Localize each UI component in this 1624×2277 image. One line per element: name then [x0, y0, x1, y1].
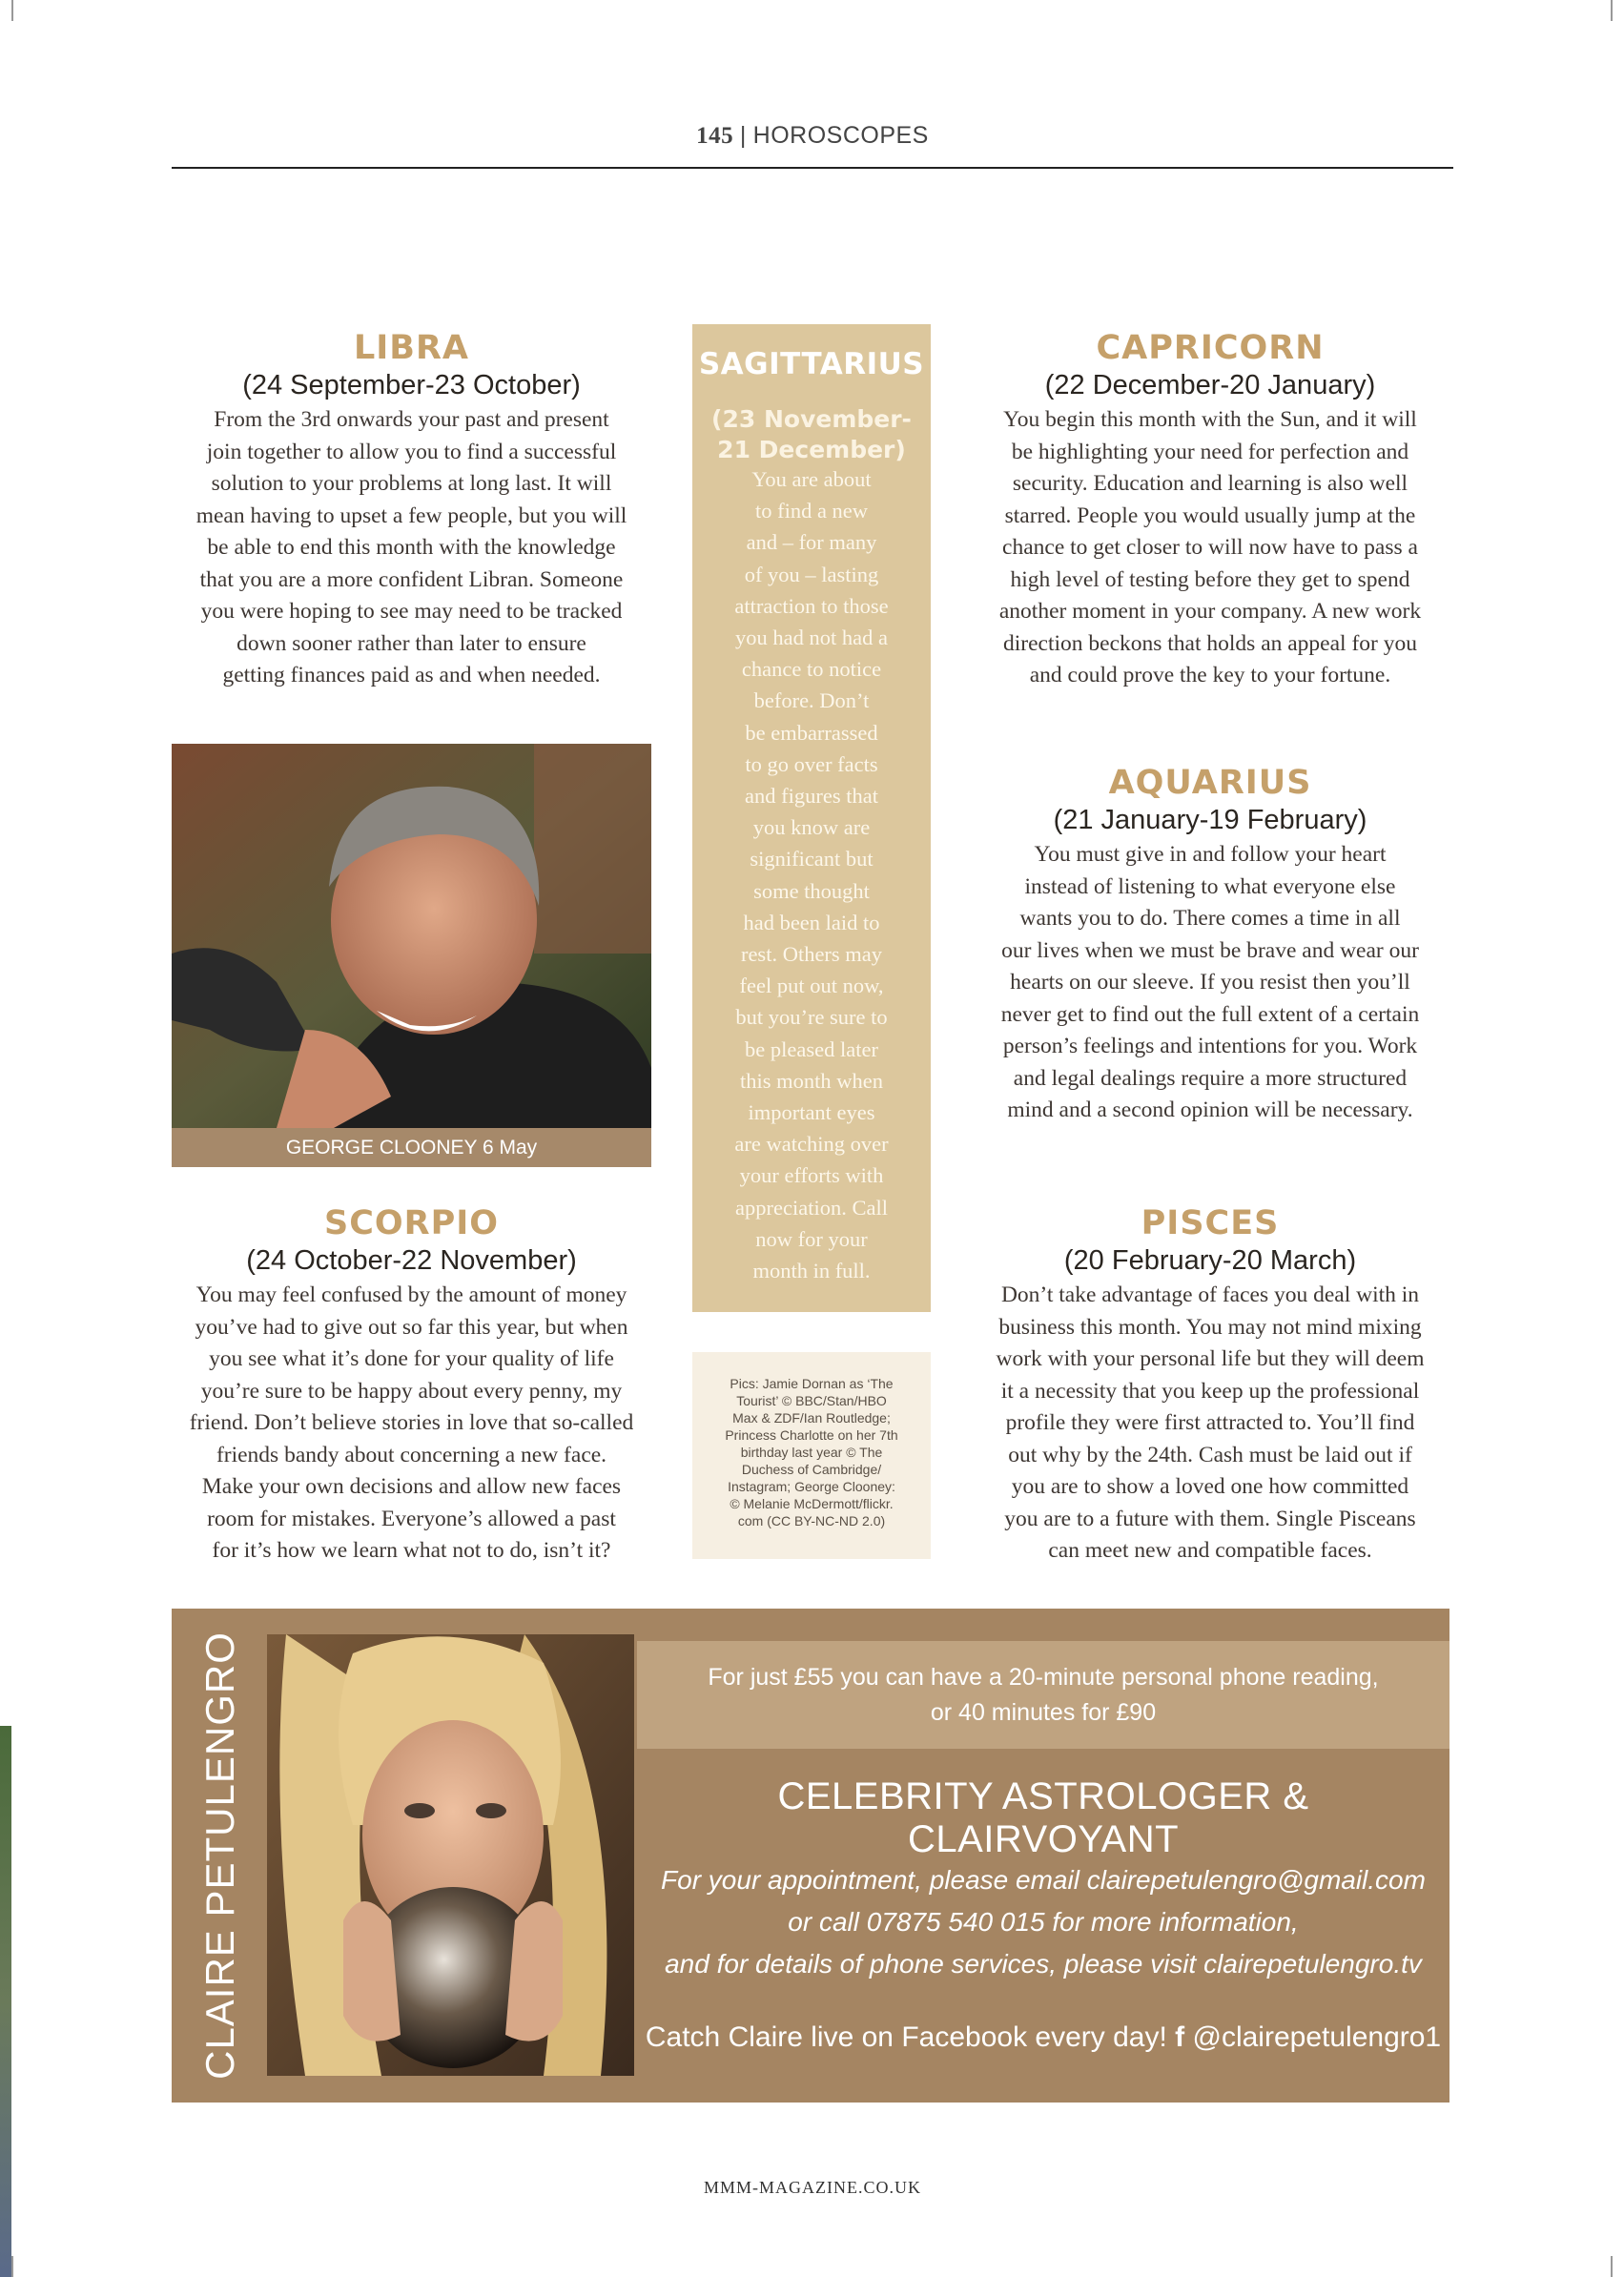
- text-line: this month when: [740, 1068, 883, 1093]
- facebook-handle[interactable]: @clairepetulengro1: [1192, 2021, 1442, 2053]
- facebook-icon[interactable]: f: [1175, 2021, 1185, 2053]
- contact-email-line[interactable]: For your appointment, please email clairepetulengro@gmail.com: [661, 1865, 1426, 1895]
- text-line: you are to a future with them. Single Pisceans: [1004, 1506, 1416, 1531]
- text-line: it a necessity that you keep up the professional: [1000, 1378, 1420, 1404]
- text-line: to find a new: [754, 499, 869, 523]
- text-line: rest. Others may: [740, 942, 883, 967]
- capricorn-text: [967, 404, 1453, 692]
- advert-title: CELEBRITY ASTROLOGER & CLAIRVOYANT: [777, 1775, 1309, 1860]
- claire-petulengro-photo: [267, 1634, 634, 2076]
- advert-facebook: [637, 2021, 1449, 2054]
- text-line: never get to find out the full extent of a certain: [1000, 1001, 1420, 1027]
- credit-line: Duchess of Cambridge/: [741, 1462, 882, 1477]
- credit-line: birthday last year © The: [740, 1445, 883, 1460]
- crop-mark-bottom-right: [1611, 2256, 1613, 2277]
- text-line: starred. People you would usually jump at the: [1004, 503, 1416, 528]
- sagittarius-box: [692, 324, 931, 1312]
- text-line: and could prove the key to your fortune.: [1029, 663, 1391, 687]
- credit-line: Princess Charlotte on her 7th: [725, 1427, 898, 1443]
- adjacent-page-edge: [0, 1726, 11, 2277]
- text-line: direction beckons that holds an appeal for you: [1003, 630, 1417, 656]
- text-line: you see what it’s done for your quality of life: [209, 1346, 614, 1371]
- text-line: can meet new and compatible faces.: [1048, 1538, 1372, 1563]
- photo-caption: GEORGE CLOONEY 6 May: [172, 1128, 651, 1167]
- text-line: you were hoping to see may need to be tracked: [200, 599, 623, 624]
- credit-line: Instagram; George Clooney:: [728, 1479, 895, 1494]
- aquarius-title: AQUARIUS: [1108, 764, 1312, 802]
- libra-text: [172, 404, 651, 692]
- offer-line: or 40 minutes for £90: [930, 1699, 1157, 1726]
- text-line: are watching over: [734, 1132, 889, 1157]
- text-line: you are to show a loved one how committed: [1011, 1474, 1409, 1499]
- section-title: HOROSCOPES: [752, 122, 929, 149]
- text-line: work with your personal life but they will deem: [996, 1346, 1425, 1371]
- text-line: appreciation. Call: [735, 1195, 888, 1220]
- text-line: friends bandy about concerning a new face.: [216, 1442, 607, 1467]
- credit-line: com (CC BY-NC-ND 2.0): [737, 1513, 886, 1528]
- libra-dates: (24 September-23 October): [242, 370, 581, 400]
- text-line: friend. Don’t believe stories in love that so-called: [189, 1410, 634, 1435]
- advert-offer-band: [637, 1641, 1449, 1749]
- vertical-name-text: CLAIRE PETULENGRO: [197, 1631, 242, 2080]
- credit-line: Pics: Jamie Dornan as ‘The: [730, 1376, 894, 1391]
- crop-mark-top-left: [11, 0, 13, 21]
- text-line: feel put out now,: [739, 974, 884, 998]
- text-line: another moment in your company. A new work: [998, 599, 1422, 624]
- crop-mark-top-right: [1611, 0, 1613, 21]
- text-line: out why by the 24th. Cash must be laid out if: [1008, 1442, 1412, 1467]
- text-line: you had not had a: [735, 626, 888, 650]
- text-line: instead of listening to what everyone else: [1024, 873, 1396, 899]
- aquarius-dates: (21 January-19 February): [1053, 805, 1367, 835]
- text-line: mind and a second opinion will be necessary.: [1007, 1097, 1413, 1122]
- scorpio-dates: (24 October-22 November): [246, 1245, 577, 1276]
- header-separator: |: [739, 122, 747, 149]
- text-line: be embarrassed: [745, 720, 878, 745]
- text-line: solution to your problems at long last. It will: [211, 471, 612, 496]
- aquarius-text: [967, 839, 1453, 1127]
- text-line: From the 3rd onwards your past and present: [214, 407, 609, 432]
- credit-line: Tourist’ © BBC/Stan/HBO: [736, 1393, 887, 1408]
- text-line: be pleased later: [745, 1036, 878, 1061]
- text-line: important eyes: [748, 1100, 875, 1125]
- advert-contact: [637, 1859, 1449, 1985]
- capricorn-dates: (22 December-20 January): [1044, 370, 1376, 400]
- text-line: had been laid to: [743, 910, 880, 934]
- offer-line: For just £55 you can have a 20-minute personal phone reading,: [708, 1664, 1379, 1691]
- text-line: security. Education and learning is also well: [1012, 471, 1408, 496]
- text-line: to go over facts: [745, 751, 878, 776]
- text-line: high level of testing before they get to spend: [1010, 566, 1410, 592]
- contact-phone-line[interactable]: or call 07875 540 015 for more information,: [788, 1907, 1299, 1937]
- text-line: business this month. You may not mind mixing: [998, 1314, 1422, 1340]
- facebook-text: Catch Claire live on Facebook every day!: [645, 2021, 1167, 2053]
- photo-credits: [692, 1352, 931, 1559]
- pisces-block: [967, 1203, 1453, 1568]
- text-line: our lives when we must be brave and wear our: [1001, 937, 1419, 963]
- text-line: significant but: [750, 847, 874, 872]
- george-clooney-photo: [172, 744, 651, 1128]
- pisces-text: [967, 1280, 1453, 1568]
- text-line: chance to notice: [741, 657, 882, 682]
- text-line: be highlighting your need for perfection and: [1011, 439, 1409, 464]
- text-line: your efforts with: [739, 1163, 884, 1188]
- text-line: You are about: [751, 467, 872, 491]
- text-line: Don’t take advantage of faces you deal with in: [1000, 1282, 1420, 1307]
- page-header: [172, 122, 1453, 150]
- text-line: you’re sure to be happy about every penny, my: [200, 1378, 623, 1404]
- sagittarius-title: SAGITTARIUS: [698, 347, 925, 381]
- text-line: You must give in and follow your heart: [1034, 842, 1387, 867]
- text-line: now for your: [755, 1226, 868, 1251]
- scorpio-block: [172, 1203, 651, 1568]
- libra-title: LIBRA: [353, 329, 470, 367]
- credit-line: Max & ZDF/Ian Routledge;: [732, 1410, 891, 1426]
- text-line: some thought: [753, 878, 870, 903]
- text-line: getting finances paid as and when needed.: [222, 663, 601, 687]
- text-line: wants you to do. There comes a time in all: [1019, 906, 1401, 931]
- text-line: chance to get closer to will now have to pass a: [1002, 535, 1418, 560]
- scorpio-text: [172, 1280, 651, 1568]
- text-line: that you are a more confident Libran. Someone: [199, 566, 624, 592]
- text-line: and figures that: [745, 784, 878, 809]
- text-line: you’ve had to give out so far this year, but when: [195, 1314, 628, 1340]
- text-line: of you – lasting: [744, 562, 879, 586]
- sagittarius-dates: [692, 404, 931, 465]
- text-line: and legal dealings require a more structured: [1013, 1065, 1408, 1091]
- capricorn-block: [967, 328, 1453, 692]
- text-line: You begin this month with the Sun, and it will: [1003, 407, 1417, 432]
- advert-vertical-name: [187, 1621, 254, 2090]
- aquarius-block: [967, 763, 1453, 1127]
- text-line: be able to end this month with the knowledge: [207, 535, 616, 560]
- scorpio-title: SCORPIO: [323, 1204, 500, 1242]
- crop-mark-bottom-left: [11, 2256, 13, 2277]
- page-footer[interactable]: MMM-MAGAZINE.CO.UK: [704, 2178, 921, 2197]
- credit-line: © Melanie McDermott/flickr.: [730, 1496, 894, 1511]
- dates-line: 21 December): [717, 436, 906, 463]
- text-line: mean having to upset a few people, but you will: [195, 503, 627, 528]
- pisces-dates: (20 February-20 March): [1063, 1245, 1357, 1276]
- pisces-title: PISCES: [1141, 1204, 1280, 1242]
- text-line: profile they were first attracted to. You’ll find: [1005, 1410, 1415, 1435]
- text-line: hearts on our sleeve. If you resist then you’ll: [1010, 970, 1410, 995]
- sagittarius-text: [692, 463, 931, 1286]
- text-line: and – for many: [746, 530, 877, 555]
- header-rule: [172, 167, 1453, 169]
- dates-line: (23 November-: [711, 405, 912, 433]
- text-line: Make your own decisions and allow new faces: [201, 1474, 622, 1499]
- text-line: for it’s how we learn what not to do, isn’t it?: [212, 1538, 611, 1563]
- text-line: attraction to those: [734, 593, 889, 618]
- text-line: you know are: [752, 815, 871, 840]
- text-line: but you’re sure to: [735, 1005, 888, 1030]
- text-line: join together to allow you to find a successful: [206, 439, 617, 464]
- page-number: 145: [696, 123, 734, 149]
- text-line: room for mistakes. Everyone’s allowed a past: [207, 1506, 616, 1531]
- libra-block: [172, 328, 651, 692]
- text-line: You may feel confused by the amount of money: [195, 1282, 627, 1307]
- text-line: before. Don’t: [753, 688, 870, 713]
- text-line: month in full.: [752, 1259, 871, 1283]
- contact-website-line[interactable]: and for details of phone services, please visit clairepetulengro.tv: [665, 1949, 1422, 1979]
- text-line: person’s feelings and intentions for you. Work: [1002, 1034, 1418, 1058]
- text-line: down sooner rather than later to ensure: [236, 630, 586, 656]
- capricorn-title: CAPRICORN: [1096, 329, 1325, 367]
